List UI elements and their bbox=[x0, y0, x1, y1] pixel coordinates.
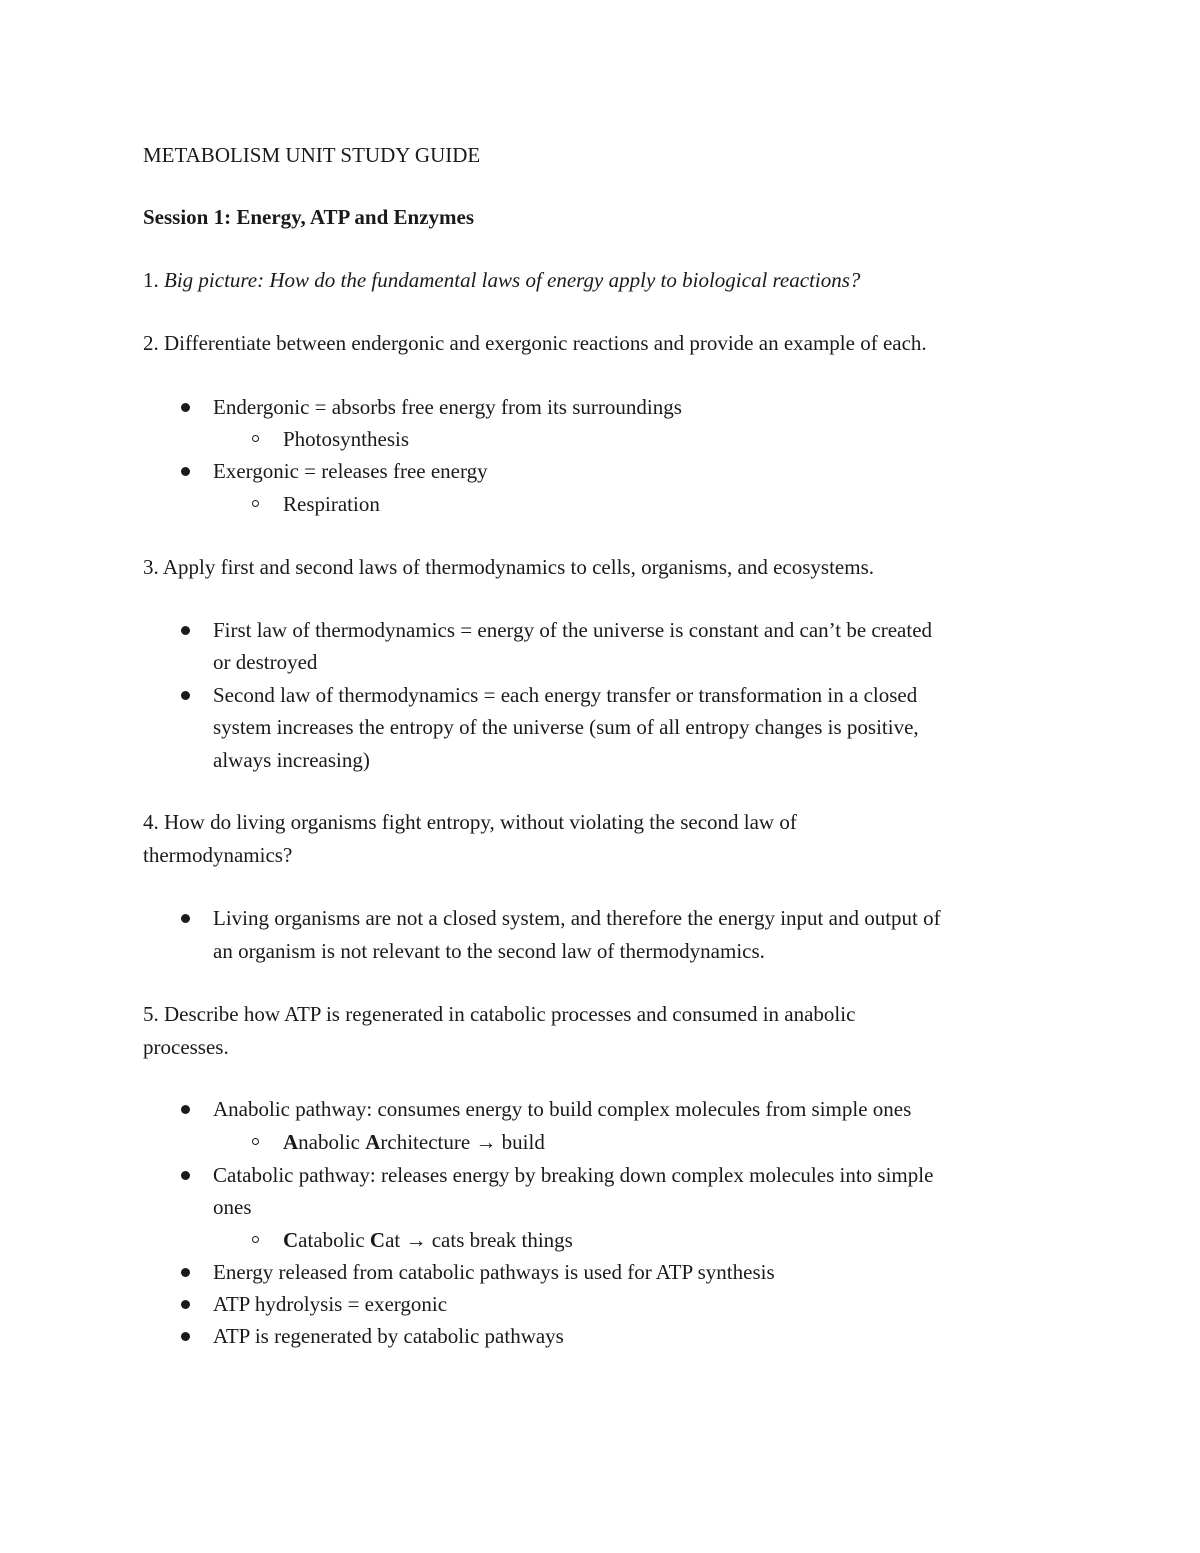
list-item: Endergonic = absorbs free energy from its surroundings bbox=[213, 395, 682, 419]
question-1 bbox=[143, 264, 860, 296]
list-item: Energy released from catabolic pathways is used for ATP synthesis bbox=[213, 1260, 775, 1284]
list-item: Catabolic pathway: releases energy by breaking down complex molecules into simple bbox=[213, 1163, 934, 1187]
question-2: 2. Differentiate between endergonic and exergonic reactions and provide an example of each. bbox=[143, 331, 927, 355]
sub-list-item: Respiration bbox=[283, 492, 380, 516]
question-4: 4. How do living organisms fight entropy, without violating the second law of bbox=[143, 810, 797, 834]
question-1-text: Big picture: How do the fundamental laws of energy apply to biological reactions? bbox=[164, 268, 861, 292]
mnemonic-text: rchitecture → build bbox=[380, 1130, 545, 1154]
sub-list-item bbox=[283, 1224, 573, 1256]
list-item-continuation: ones bbox=[213, 1195, 252, 1219]
bullet-icon bbox=[181, 403, 190, 412]
mnemonic-text: at → cats break things bbox=[385, 1228, 573, 1252]
bullet-icon bbox=[181, 1171, 190, 1180]
mnemonic-text: atabolic bbox=[298, 1228, 370, 1252]
list-item-continuation: system increases the entropy of the universe (sum of all entropy changes is positive, bbox=[213, 715, 919, 739]
sub-list-item bbox=[283, 1126, 545, 1158]
question-5-continuation: processes. bbox=[143, 1035, 229, 1059]
sub-bullet-icon bbox=[252, 500, 259, 507]
bullet-icon bbox=[181, 626, 190, 635]
list-item: ATP hydrolysis = exergonic bbox=[213, 1292, 448, 1316]
list-item-continuation: or destroyed bbox=[213, 650, 318, 674]
bullet-icon bbox=[181, 1105, 190, 1114]
bullet-icon bbox=[181, 914, 190, 923]
sub-list-item: Photosynthesis bbox=[283, 427, 410, 451]
bullet-icon bbox=[181, 1268, 190, 1277]
sub-bullet-icon bbox=[252, 1236, 259, 1243]
sub-bullet-icon bbox=[252, 1138, 259, 1145]
mnemonic-letter: C bbox=[283, 1228, 299, 1252]
list-item: First law of thermodynamics = energy of the universe is constant and can’t be created bbox=[213, 618, 933, 642]
list-item: Second law of thermodynamics = each energy transfer or transformation in a closed bbox=[213, 683, 918, 707]
mnemonic-letter: A bbox=[283, 1130, 299, 1154]
bullet-icon bbox=[181, 1332, 190, 1341]
question-3: 3. Apply first and second laws of thermodynamics to cells, organisms, and ecosystems. bbox=[143, 555, 874, 579]
session-heading: Session 1: Energy, ATP and Enzymes bbox=[143, 205, 474, 229]
list-item: Exergonic = releases free energy bbox=[213, 459, 488, 483]
list-item: Living organisms are not a closed system, and therefore the energy input and output of bbox=[213, 906, 941, 930]
list-item: ATP is regenerated by catabolic pathways bbox=[213, 1324, 564, 1348]
question-4-continuation: thermodynamics? bbox=[143, 843, 293, 867]
list-item-continuation: always increasing) bbox=[213, 748, 370, 772]
bullet-icon bbox=[181, 691, 190, 700]
mnemonic-letter: A bbox=[365, 1130, 381, 1154]
mnemonic-text: nabolic bbox=[298, 1130, 366, 1154]
question-5: 5. Describe how ATP is regenerated in catabolic processes and consumed in anabolic bbox=[143, 1002, 856, 1026]
list-item: Anabolic pathway: consumes energy to build complex molecules from simple ones bbox=[213, 1097, 912, 1121]
bullet-icon bbox=[181, 467, 190, 476]
sub-bullet-icon bbox=[252, 435, 259, 442]
mnemonic-letter: C bbox=[369, 1228, 386, 1252]
bullet-icon bbox=[181, 1300, 190, 1309]
question-1-number: 1. bbox=[143, 268, 159, 292]
list-item-continuation: an organism is not relevant to the second law of thermodynamics. bbox=[213, 939, 765, 963]
page-title: METABOLISM UNIT STUDY GUIDE bbox=[143, 143, 481, 167]
